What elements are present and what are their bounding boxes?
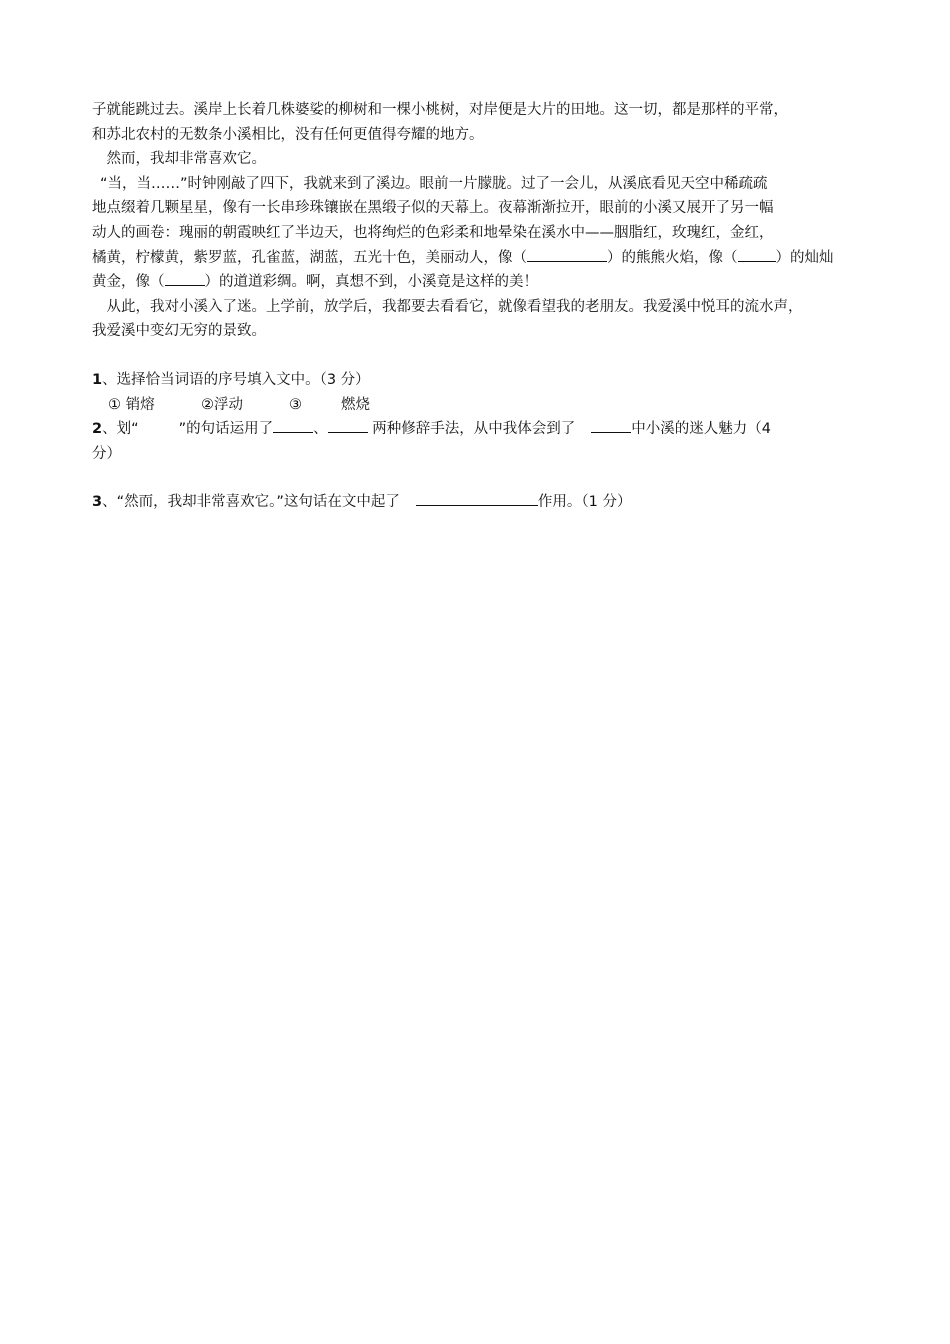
passage-line: 地点缀着几颗星星，像有一长串珍珠镶嵌在黑缎子似的天幕上。夜幕渐渐拉开，眼前的小溪又展开了另一幅 [92,200,774,217]
answer-blank[interactable] [738,247,776,262]
question-3 [92,490,872,515]
question-text: 中小溪的迷人魅力（4 [631,421,771,438]
passage-line: 动人的画卷：瑰丽的朝霞映红了半边天，也将绚烂的色彩柔和地晕染在溪水中——胭脂红，玫瑰红，金红， [92,224,774,241]
answer-blank[interactable] [165,271,205,286]
answer-blank[interactable] [527,247,607,262]
passage-paragraph-2 [92,147,872,172]
question-text: 分） [92,445,121,462]
answer-blank[interactable] [416,491,538,506]
passage-paragraph-1 [92,98,872,147]
question-text: 、选择恰当词语的序号填入文中。（3 分） [102,371,370,388]
question-text: 作用。（1 分） [537,494,632,511]
passage-line: 子就能跳过去。溪岸上长着几株婆娑的柳树和一棵小桃树，对岸便是大片的田地。这一切，都是那样的平常， [92,102,788,118]
passage-line: 黄金，像（ [92,274,165,291]
passage-paragraph-3 [92,172,872,295]
passage-line: ）的熊熊火焰，像（ [607,249,738,266]
passage-line: “当，当……”时钟刚敲了四下，我就来到了溪边。眼前一片朦胧。过了一会儿，从溪底看见天空中稀疏疏 [99,175,768,192]
question-number: 1 [92,371,103,388]
question-text: 、划“ [102,421,139,438]
question-text: 、“然而，我却非常喜欢它。”这句话在文中起了 [102,494,400,511]
worksheet-page [92,98,872,515]
question-text: 两种修辞手法，从中我体会到了 [367,421,576,438]
passage-line: 和苏北农村的无数条小溪相比，没有任何更值得夸耀的地方。 [92,126,484,143]
question-1-options [92,393,872,418]
passage-line: ）的灿灿 [775,249,834,266]
answer-blank[interactable] [273,418,313,433]
spacer [92,466,872,490]
passage-line: 橘黄，柠檬黄，紫罗蓝，孔雀蓝，湖蓝，五光十色，美丽动人，像（ [92,249,527,266]
passage-line: 从此，我对小溪入了迷。上学前，放学后，我都要去看看它，就像看望我的老朋友。我爱溪中悦耳的流水声， [106,298,803,315]
question-text: 、 [313,421,328,438]
option-2: ②浮动 [201,396,243,413]
option-3: ③ [289,396,302,413]
answer-blank[interactable] [591,418,631,433]
question-number: 3 [92,494,103,511]
option-1: ① 销熔 [108,396,155,413]
question-1 [92,368,872,393]
question-2 [92,417,872,466]
question-number: 2 [92,421,103,438]
answer-blank[interactable] [328,418,368,433]
passage-line: 然而，我却非常喜欢它。 [106,151,266,168]
passage-line: ）的道道彩绸。啊，真想不到，小溪竟是这样的美！ [204,274,538,291]
passage-line: 我爱溪中变幻无穷的景致。 [92,323,266,340]
option-3-word: 燃烧 [341,396,370,413]
question-text: ”的句话运用了 [178,421,274,438]
passage-paragraph-4 [92,295,872,344]
spacer [92,344,872,368]
